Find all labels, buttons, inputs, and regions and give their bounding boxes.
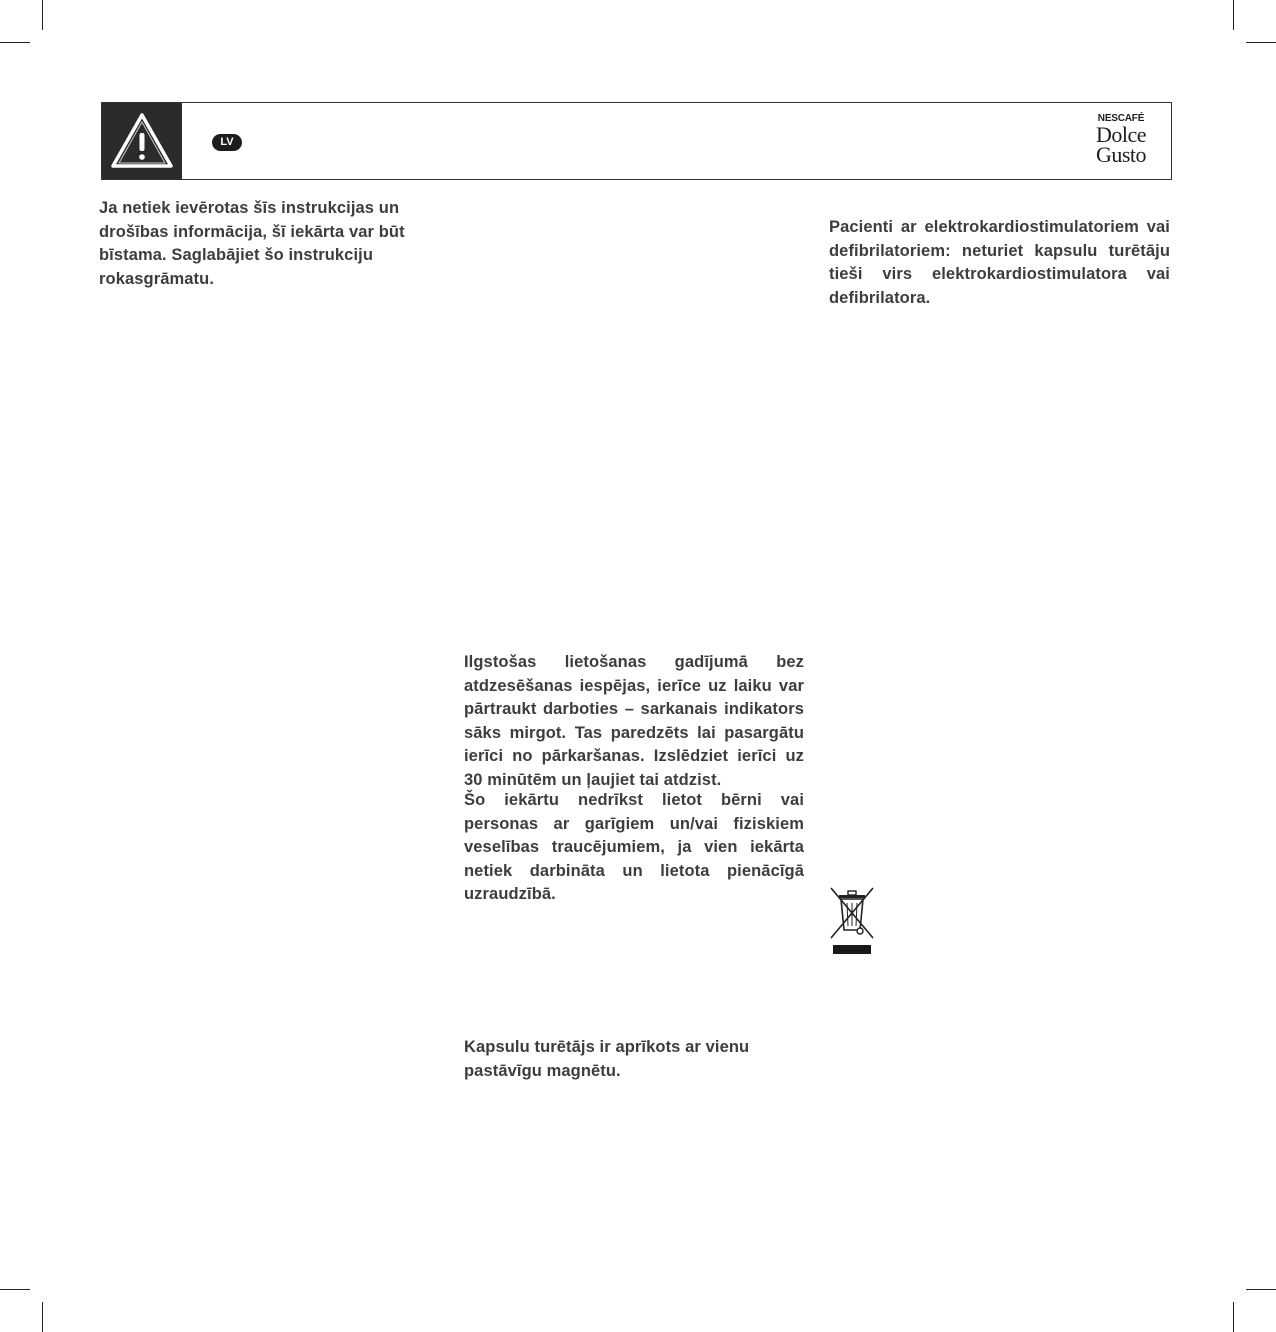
- crop-mark: [1233, 1302, 1234, 1332]
- magnet-text: Kapsulu turētājs ir aprīkots ar vienu pastāvīgu magnētu.: [464, 1038, 750, 1080]
- warning-box: [102, 103, 182, 179]
- language-badge: LV: [212, 134, 242, 151]
- crop-mark: [1246, 1289, 1276, 1290]
- overheat-text: Ilgstošas lietošanas gadījumā bez atdzesēšanas iespējas, ierīce uz laiku var pārtraukt darboties – sarkanais indikators sāks mirgot. Tas paredzēts lai pasargātu ierīci no pārkaršanas. Izslēdziet ierīci uz 30 minūtēm un ļaujiet tai atdzist.: [464, 653, 804, 789]
- crop-mark: [0, 42, 30, 43]
- crop-mark: [1233, 0, 1234, 30]
- crop-mark: [42, 1302, 43, 1332]
- crossed-out-wheelie-bin-icon: [829, 886, 875, 958]
- children-warning-text: Šo iekārtu nedrīkst lietot bērni vai personas ar garīgiem un/vai fiziskiem veselības traucējumiem, ja vien iekārta netiek darbināta un lietota pienācīgā uzraudzībā.: [464, 791, 804, 903]
- nescafe-dolce-gusto-logo: [1087, 113, 1155, 171]
- pacemaker-warning-text: Pacienti ar elektrokardiostimulatoriem vai defibrilatoriem: neturiet kapsulu turētāju tieši virs elektrokardiostimulatora vai defibrilatora.: [829, 218, 1170, 307]
- logo-gusto: Gusto: [1095, 142, 1147, 167]
- crop-mark: [42, 0, 43, 30]
- warning-triangle-icon: [110, 111, 174, 171]
- intro-warning-text: Ja netiek ievērotas šīs instrukcijas un drošības informācija, šī iekārta var būt bīstama. Saglabājiet šo instrukciju rokasgrāmatu.: [99, 199, 405, 288]
- logo-brand: NESCAFÉ: [1097, 113, 1145, 124]
- logo-dolce: Dolce: [1095, 122, 1147, 147]
- crop-mark: [1246, 42, 1276, 43]
- crop-mark: [0, 1289, 30, 1290]
- page-header: [101, 102, 1172, 180]
